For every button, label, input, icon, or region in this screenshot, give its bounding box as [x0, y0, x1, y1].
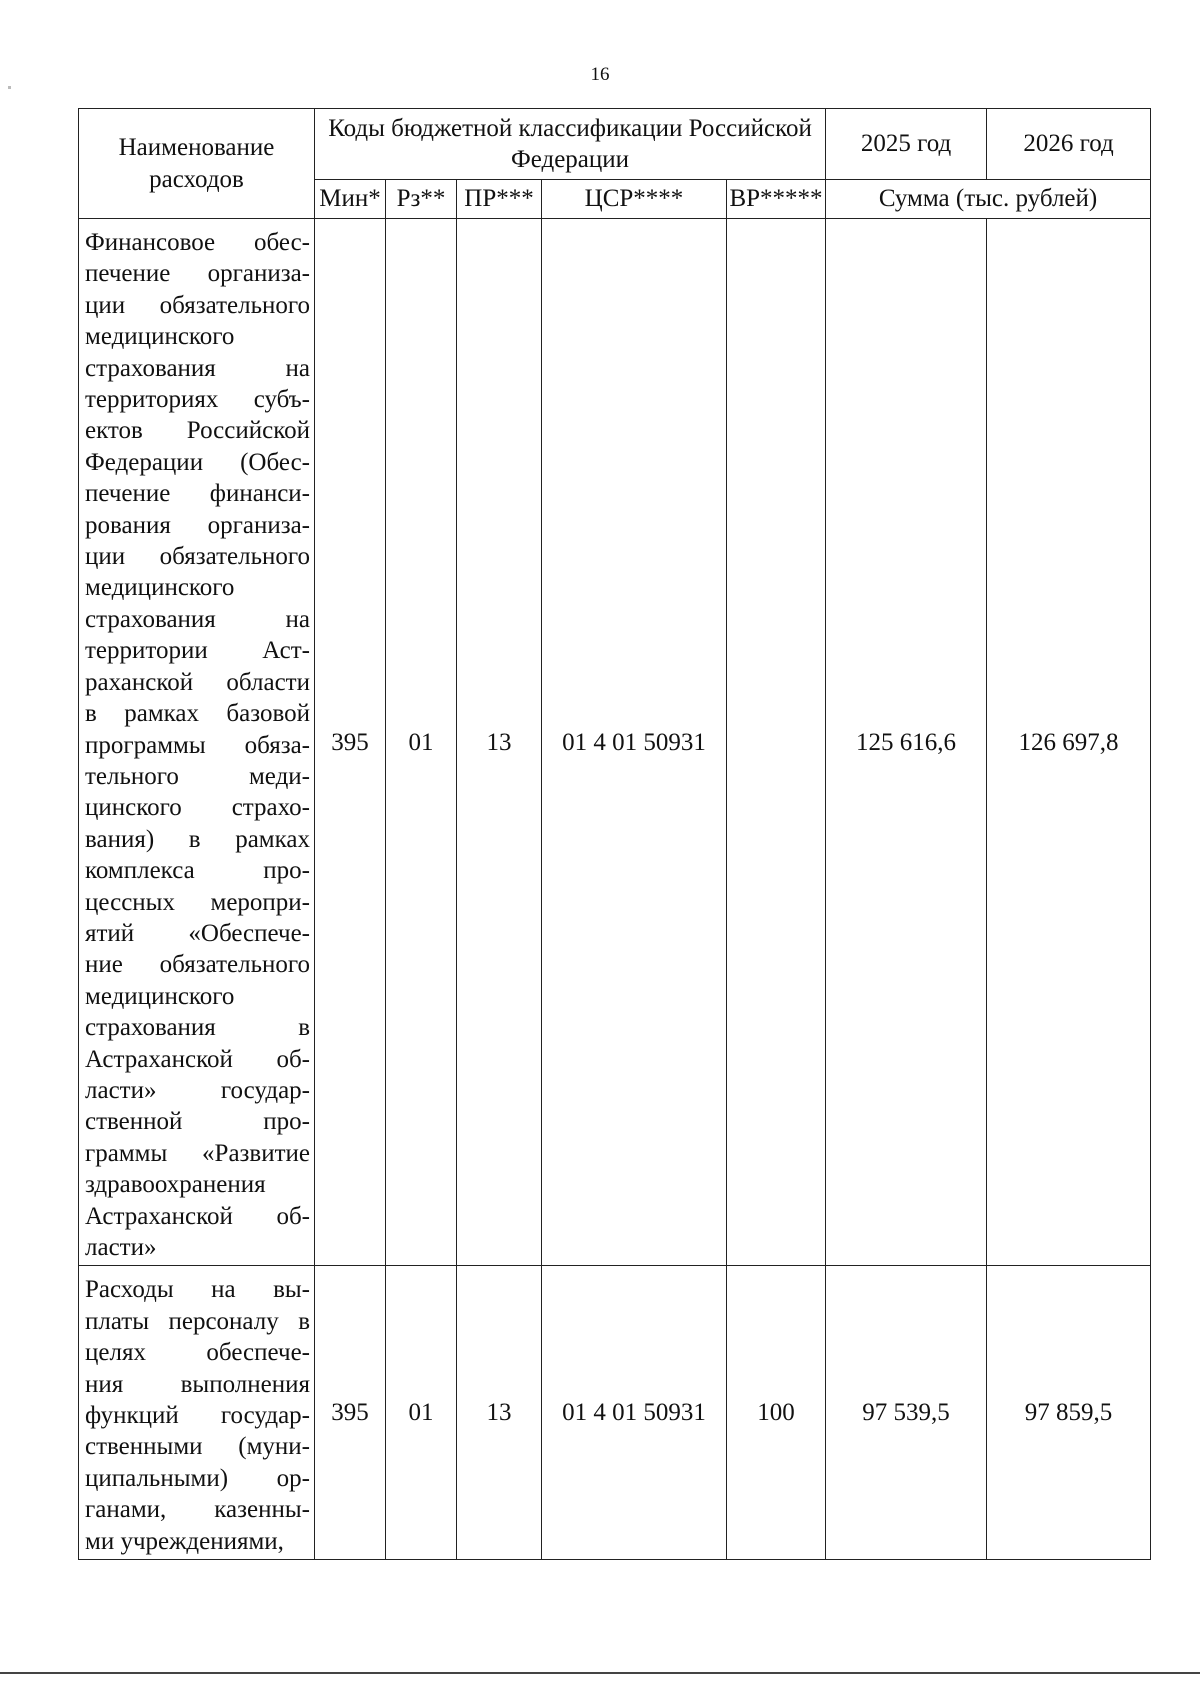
description-line: ственными (муни- — [85, 1433, 310, 1461]
description-line: страхования на — [85, 605, 310, 633]
description-line: медицинского — [85, 982, 235, 1010]
description-line: Федерации (Обес- — [85, 448, 310, 476]
description-line: целях обеспече- — [85, 1339, 310, 1367]
description-line: ектов Российской — [85, 417, 310, 445]
header-name-column: Наименование расходов — [79, 109, 315, 219]
cell-csr: 01 4 01 50931 — [542, 219, 727, 1266]
cell-vr: 100 — [727, 1266, 826, 1560]
description-line: ции обязательного — [85, 543, 310, 571]
cell-sum-2025: 125 616,6 — [826, 219, 987, 1266]
cell-vr — [727, 219, 826, 1266]
description-line: программы обяза- — [85, 731, 310, 759]
description-line: ние обязательного — [85, 951, 310, 979]
header-year-2026: 2026 год — [987, 109, 1151, 180]
description-line: рования организа- — [85, 511, 310, 539]
cell-sum-2025: 97 539,5 — [826, 1266, 987, 1560]
description-line: тельного меди- — [85, 762, 310, 790]
header-vr: ВР***** — [727, 180, 826, 219]
page-number: 16 — [590, 64, 610, 85]
description-line: ния выполнения — [85, 1370, 310, 1398]
description-line: медицинского — [85, 574, 235, 602]
description-line: комплекса про- — [85, 857, 310, 885]
cell-min: 395 — [315, 1266, 386, 1560]
description-line: здравоохранения — [85, 1171, 266, 1199]
description-line: страхования на — [85, 354, 310, 382]
description-line: ятий «Обеспече- — [85, 919, 310, 947]
description-line: ми учреждениями, — [85, 1527, 284, 1555]
description-line: Астраханской об- — [85, 1045, 310, 1073]
description-line: ласти» государ- — [85, 1076, 310, 1104]
description-line: страхования в — [85, 1014, 310, 1042]
cell-sum-2026: 126 697,8 — [987, 219, 1151, 1266]
header-codes-group: Коды бюджетной классификации Российской Федерации — [315, 109, 826, 180]
table-row — [79, 219, 1151, 1266]
description-line: ласти» — [85, 1234, 157, 1261]
description-line: печение организа- — [85, 260, 310, 288]
cell-csr: 01 4 01 50931 — [542, 1266, 727, 1560]
budget-table — [78, 108, 1151, 1560]
description-line: ганами, казенны- — [85, 1496, 310, 1524]
scan-speck — [8, 86, 11, 89]
description-line: вания) в рамках — [85, 825, 310, 853]
description-line: медицинского — [85, 323, 235, 351]
description-line: функций государ- — [85, 1402, 310, 1430]
description-line: ственной про- — [85, 1108, 310, 1136]
header-year-2025: 2025 год — [826, 109, 987, 180]
description-line: ципальными) ор- — [85, 1464, 310, 1492]
description-line: Расходы на вы- — [85, 1276, 310, 1304]
header-sum: Сумма (тыс. рублей) — [826, 180, 1151, 219]
footer-rule — [0, 1672, 1200, 1674]
header-pr: ПР*** — [457, 180, 542, 219]
cell-sum-2026: 97 859,5 — [987, 1266, 1151, 1560]
description-line: печение финанси- — [85, 480, 310, 508]
description-line: платы персоналу в — [85, 1307, 310, 1335]
header-rz: Рз** — [386, 180, 457, 219]
description-line: цинского страхо- — [85, 794, 310, 822]
cell-pr: 13 — [457, 1266, 542, 1560]
description-line: Астраханской об- — [85, 1202, 310, 1230]
cell-min: 395 — [315, 219, 386, 1266]
cell-pr: 13 — [457, 219, 542, 1266]
description-line: ции обязательного — [85, 291, 310, 319]
header-csr: ЦСР**** — [542, 180, 727, 219]
header-min: Мин* — [315, 180, 386, 219]
cell-rz: 01 — [386, 219, 457, 1266]
description-line: Финансовое обес- — [85, 229, 310, 256]
cell-rz: 01 — [386, 1266, 457, 1560]
description-line: территориях субъ- — [85, 386, 310, 414]
row-description — [79, 219, 315, 1266]
description-line: раханской области — [85, 668, 310, 696]
description-line: в рамках базовой — [85, 700, 310, 728]
table-row — [79, 1266, 1151, 1560]
description-line: цессных меропри- — [85, 888, 310, 916]
description-line: территории Аст- — [85, 637, 310, 665]
row-description — [79, 1266, 315, 1560]
description-line: граммы «Развитие — [85, 1139, 310, 1167]
